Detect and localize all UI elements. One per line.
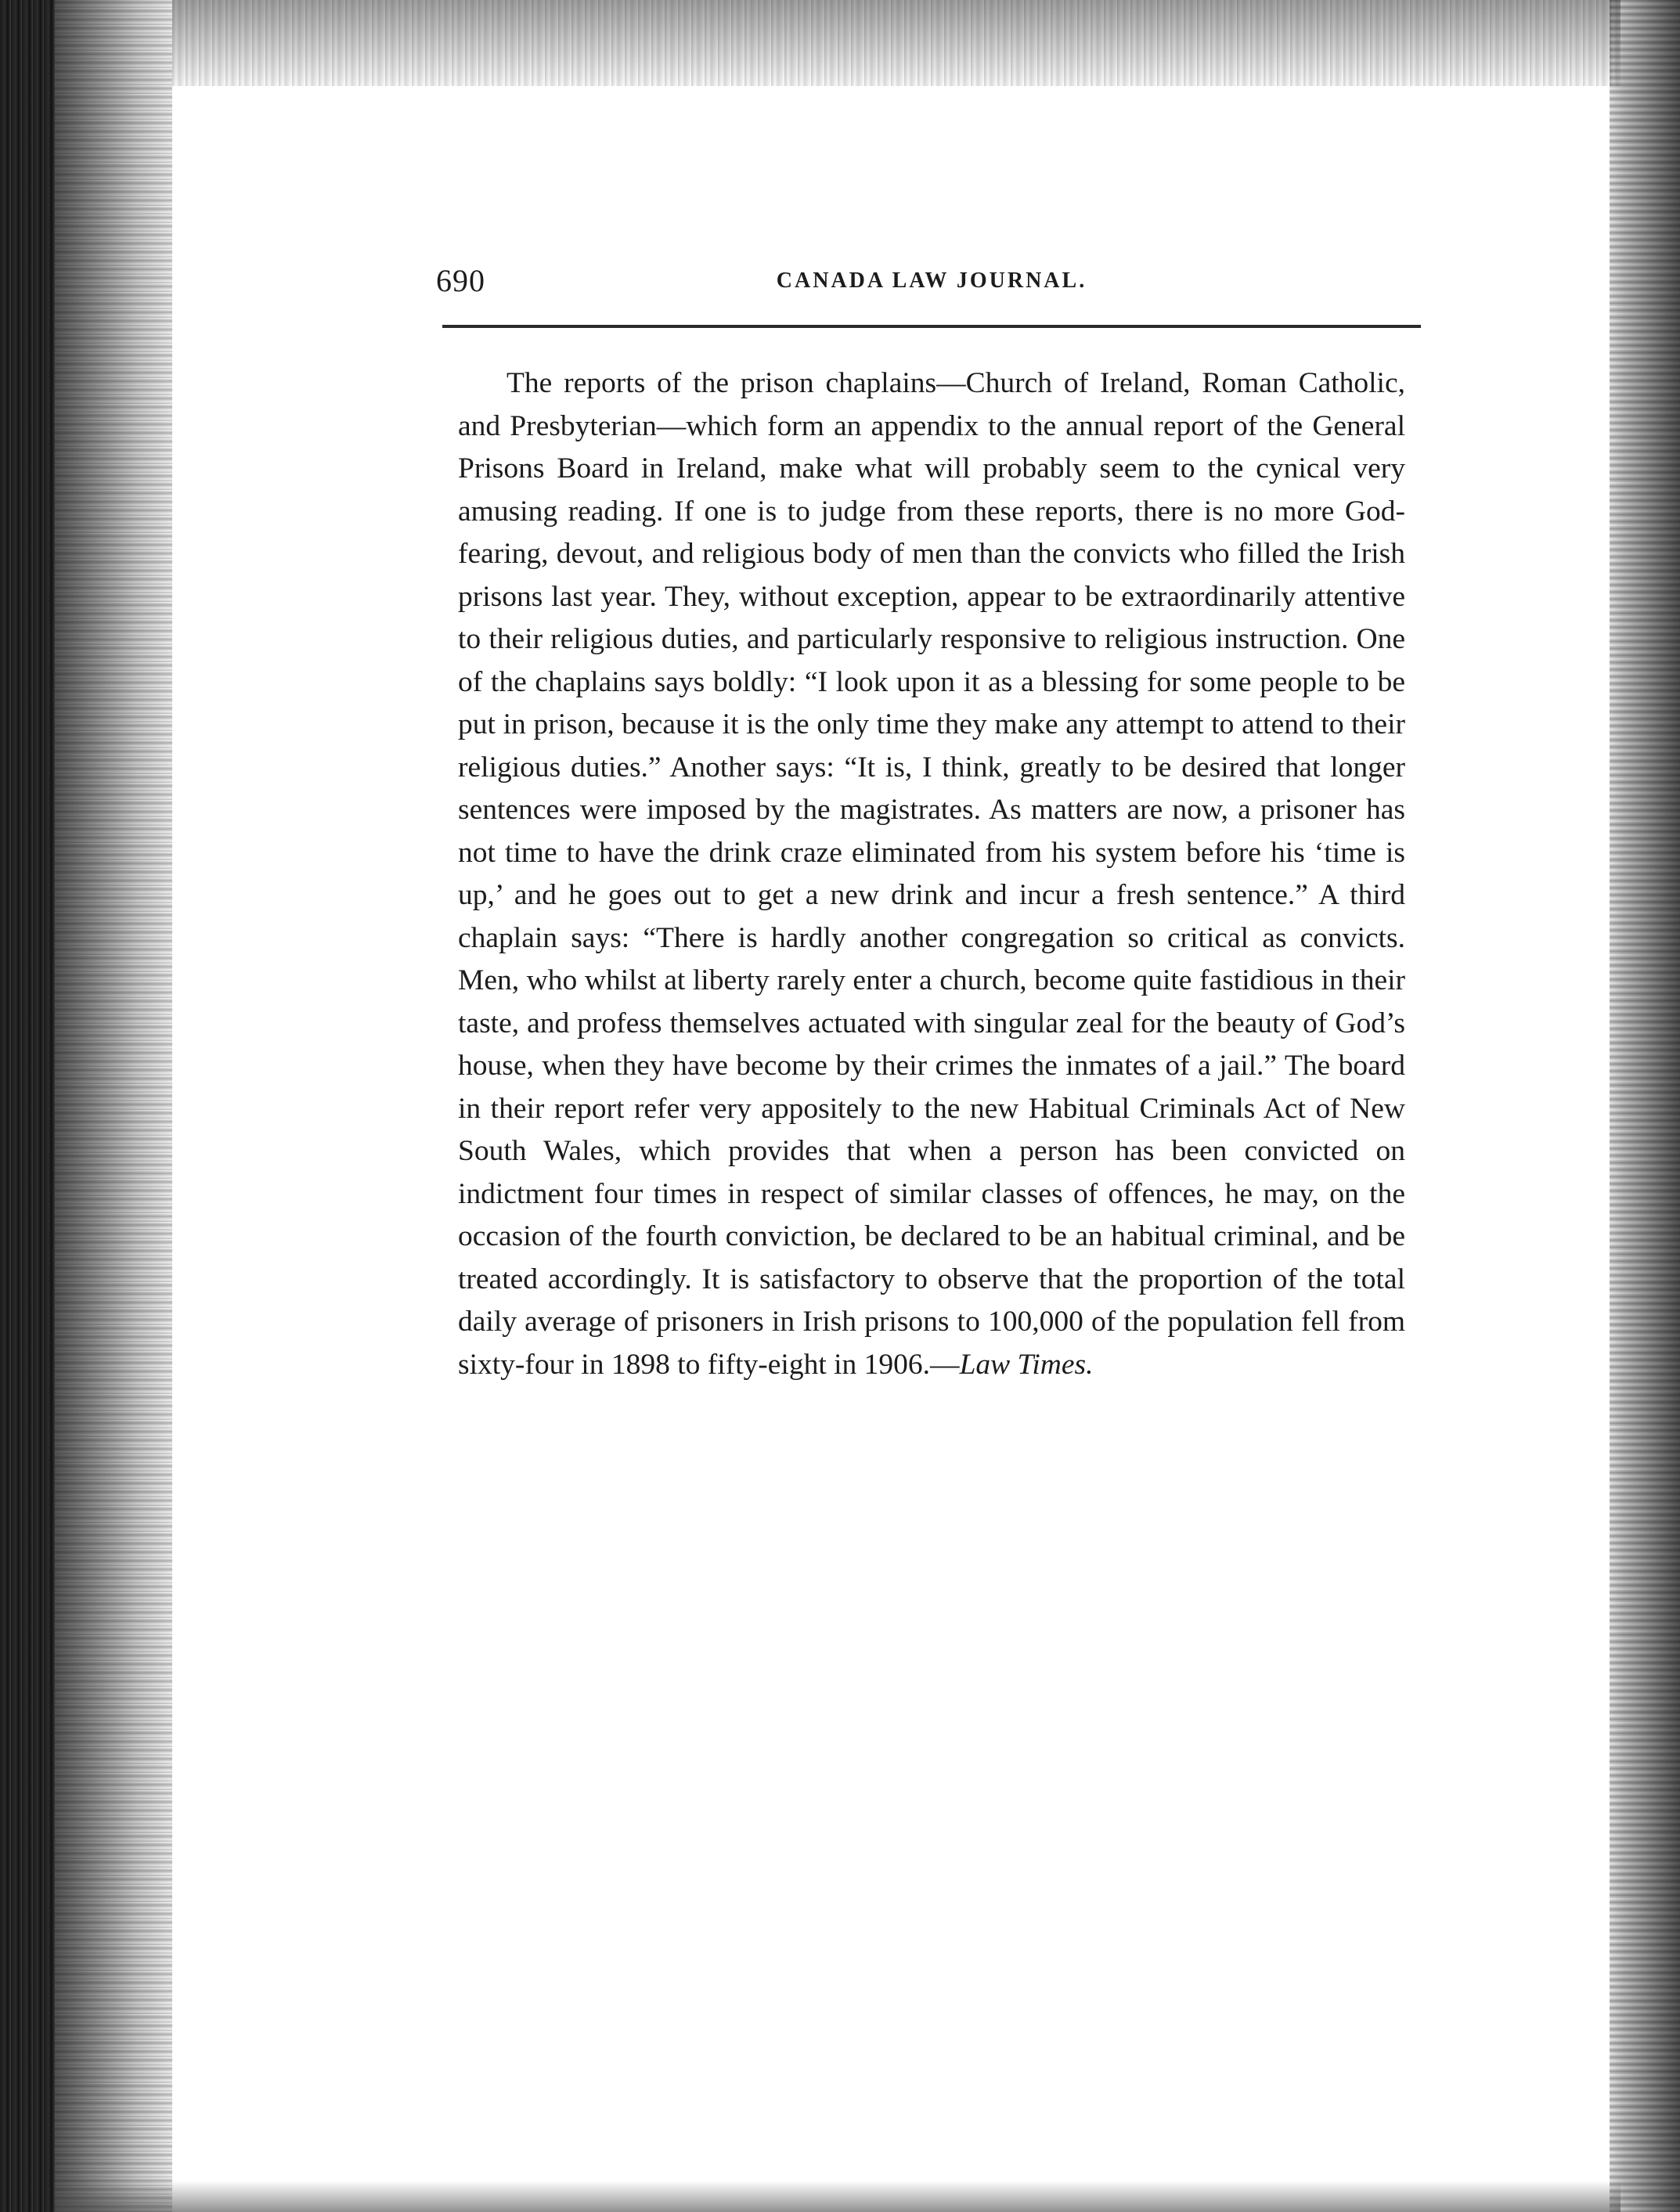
journal-title: CANADA LAW JOURNAL. xyxy=(776,268,1087,293)
header-rule xyxy=(442,325,1421,328)
scan-binding-left xyxy=(0,0,55,2212)
scan-edge-top xyxy=(172,0,1621,86)
article-paragraph xyxy=(458,362,1405,1386)
scan-edge-bottom xyxy=(55,2181,1621,2212)
article-source: Law Times. xyxy=(959,1348,1094,1381)
running-head xyxy=(436,262,1405,311)
scan-edge-right xyxy=(1610,0,1680,2212)
journal-page xyxy=(436,262,1405,1416)
page-number: 690 xyxy=(436,263,485,298)
scan-edge-shadow-left xyxy=(55,0,172,2212)
article-body: The reports of the prison chaplains—Church of Ireland, Roman Catholic, and Presbyterian—which form an appendix to the annual report of the General Prisons Board in Ireland, make what will probably seem to the cynical very amusing reading. If one is to judge from these reports, there is no more God-fearing, devout, and religious body of men than the convicts who filled the Irish prisons last year. They, without exception, appear to be extraordinarily attentive to their religious duties, and particularly responsive to religious instruction. One of the chaplains says boldly: “I look upon it as a blessing for some people to be put in prison, because it is the only time they make any attempt to attend to their religious duties.” Another says: “It is, I think, greatly to be desired that longer sentences were imposed by the magistrates. As matters are now, a prisoner has not time to have the drink craze eliminated from his system before his ‘time is up,’ and he goes out to get a new drink and incur a fresh sentence.” A third chaplain says: “There is hardly another congregation so critical as convicts. Men, who whilst at liberty rarely enter a church, become quite fastidious in their taste, and profess themselves actuated with singular zeal for the beauty of God’s house, when they have become by their crimes the inmates of a jail.” The board in their report refer very appositely to the new Habitual Criminals Act of New South Wales, which provides that when a person has been convicted on indictment four times in respect of similar classes of offences, he may, on the occasion of the fourth conviction, be declared to be an habitual criminal, and be treated accordingly. It is satisfactory to observe that the proportion of the total daily average of prisoners in Irish prisons to 100,000 of the population fell from sixty-four in 1898 to fifty-eight in 1906.— xyxy=(458,367,1405,1381)
